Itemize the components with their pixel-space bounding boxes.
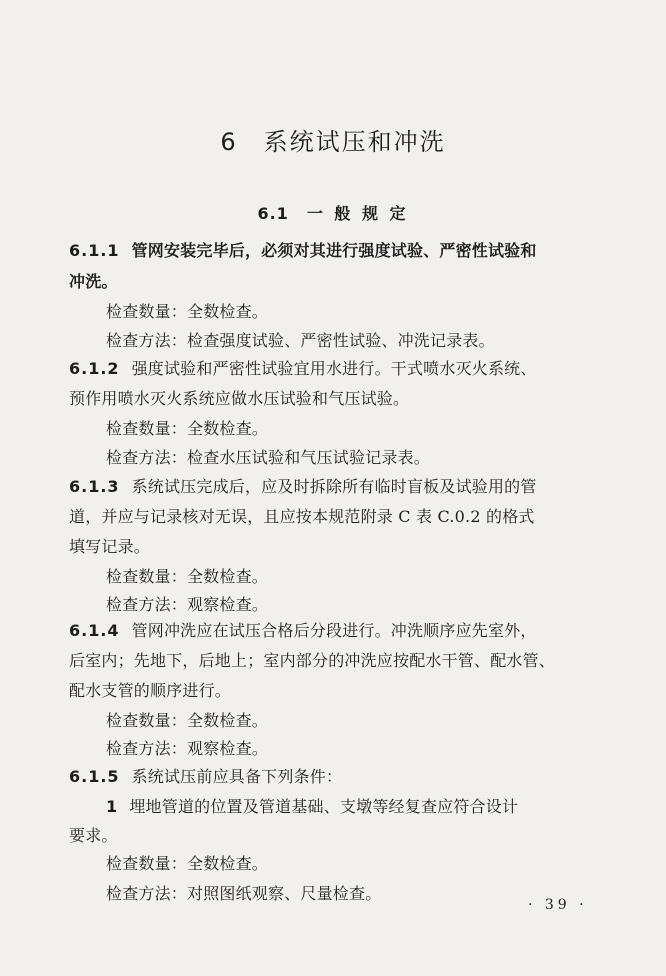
clause-text: 强度试验和严密性试验宜用水进行。干式喷水灭火系统、 bbox=[131, 359, 537, 378]
clause-text: 系统试压完成后，应及时拆除所有临时盲板及试验用的管 bbox=[131, 477, 537, 496]
clause-6-1-3-line-1 bbox=[69, 477, 537, 497]
clause-text: 系统试压前应具备下列条件： bbox=[131, 767, 343, 786]
chapter-number: 6 bbox=[220, 128, 238, 156]
clause-6-1-1-line-1 bbox=[69, 241, 537, 261]
section-number: 6.1 bbox=[257, 204, 289, 223]
clause-6-1-2-line-1 bbox=[69, 359, 537, 379]
clause-6-1-5-inspection-quantity: 检查数量：全数检查。 bbox=[106, 854, 269, 873]
clause-6-1-3-inspection-method: 检查方法：观察检查。 bbox=[106, 595, 269, 614]
clause-6-1-1-line-2: 冲洗。 bbox=[69, 272, 118, 291]
clause-6-1-2-inspection-method: 检查方法：检查水压试验和气压试验记录表。 bbox=[106, 448, 431, 467]
clause-6-1-4-inspection-method: 检查方法：观察检查。 bbox=[106, 739, 269, 758]
clause-6-1-5-line-1 bbox=[69, 767, 342, 787]
clause-6-1-5-item-1-line-1 bbox=[106, 797, 518, 817]
clause-6-1-4-inspection-quantity: 检查数量：全数检查。 bbox=[106, 711, 269, 730]
clause-6-1-3-inspection-quantity: 检查数量：全数检查。 bbox=[106, 567, 269, 586]
clause-6-1-1-inspection-method: 检查方法：检查强度试验、严密性试验、冲洗记录表。 bbox=[106, 331, 495, 350]
clause-number: 6.1.4 bbox=[69, 621, 120, 640]
chapter-title-text: 系统试压和冲洗 bbox=[263, 128, 446, 156]
clause-6-1-2-inspection-quantity: 检查数量：全数检查。 bbox=[106, 419, 269, 438]
clause-6-1-4-line-1 bbox=[69, 621, 537, 641]
clause-text: 管网冲洗应在试压合格后分段进行。冲洗顺序应先室外， bbox=[131, 621, 537, 640]
clause-6-1-4-line-2: 后室内；先地下，后地上；室内部分的冲洗应按配水干管、配水管、 bbox=[69, 651, 556, 670]
clause-6-1-5-inspection-method: 检查方法：对照图纸观察、尺量检查。 bbox=[106, 884, 382, 903]
clause-6-1-3-line-2: 道，并应与记录核对无误，且应按本规范附录 C 表 C.0.2 的格式 bbox=[69, 507, 535, 526]
section-title-text: 一 般 规 定 bbox=[306, 204, 409, 223]
clause-number: 6.1.2 bbox=[69, 359, 120, 378]
chapter-title bbox=[0, 122, 666, 157]
item-number: 1 bbox=[106, 797, 118, 816]
clause-6-1-4-line-3: 配水支管的顺序进行。 bbox=[69, 681, 232, 700]
clause-6-1-1-inspection-quantity: 检查数量：全数检查。 bbox=[106, 302, 269, 321]
clause-6-1-3-line-3: 填写记录。 bbox=[69, 537, 151, 556]
clause-number: 6.1.3 bbox=[69, 477, 120, 496]
section-title bbox=[0, 201, 666, 224]
clause-6-1-2-line-2: 预作用喷水灭火系统应做水压试验和气压试验。 bbox=[69, 389, 410, 408]
clause-number: 6.1.1 bbox=[69, 241, 120, 260]
clause-text: 管网安装完毕后，必须对其进行强度试验、严密性试验和 bbox=[131, 241, 537, 260]
page-number: · 39 · bbox=[528, 897, 588, 913]
clause-6-1-5-item-1-line-2: 要求。 bbox=[69, 826, 118, 845]
item-text: 埋地管道的位置及管道基础、支墩等经复查应符合设计 bbox=[129, 797, 519, 816]
clause-number: 6.1.5 bbox=[69, 767, 120, 786]
